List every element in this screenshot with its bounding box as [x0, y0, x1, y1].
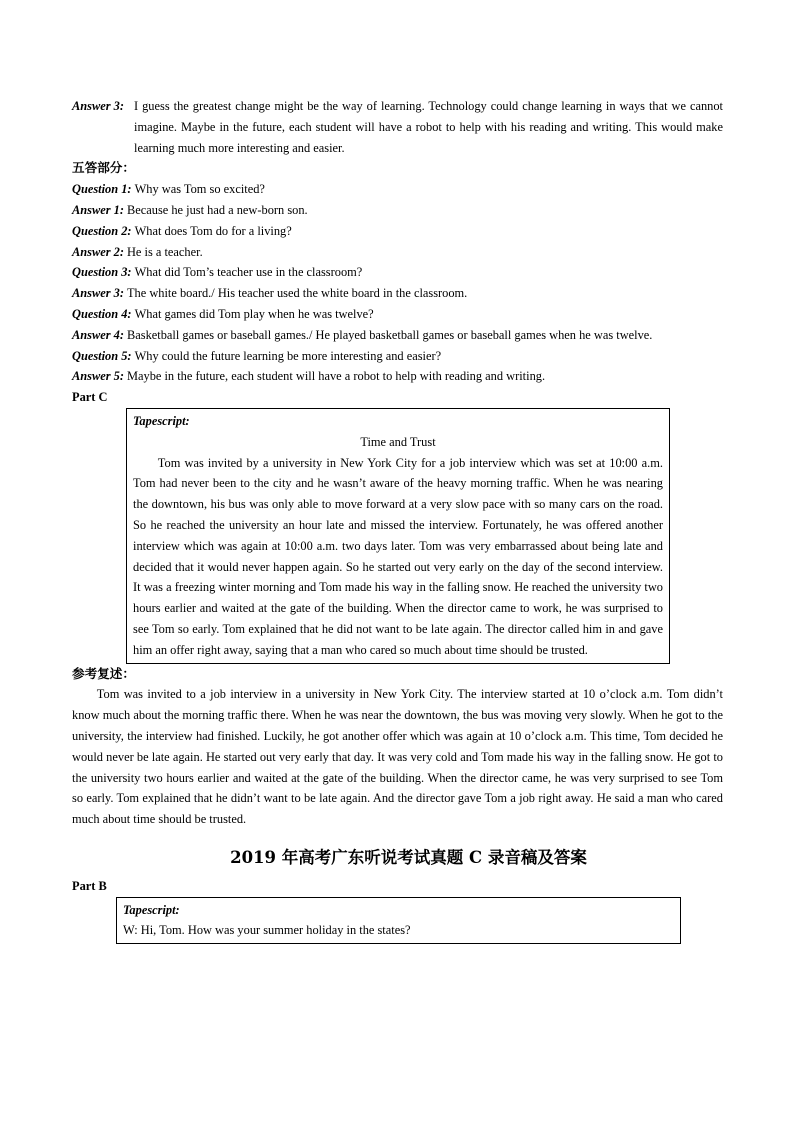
answer-3-block [72, 96, 723, 158]
tapescript-label: Tapescript: [133, 413, 190, 428]
qa-row [72, 304, 723, 325]
answer-row [72, 96, 723, 158]
qa-label: Question 4: [72, 306, 132, 321]
passage-body: Tom was invited by a university in New York City for a job interview which was set at 10:00 a.m. Tom had never been to the city and he wasn’t aware of the heavy morning traffic. When he was nearing the downtown, his bus was only able to move forward at a very slow pace with so many cars on the road. So he reached the university an hour late and missed the interview. Fortunately, he was offered another interview which was again at 10:00 a.m. two days later. Tom was very embarrassed about being late and decided that it would never happen again. So he started out very early on the day of the second interview. It was a freezing winter morning and Tom made his way in the falling snow. He reached the university two hours earlier and waited at the gate of the building. When the director came to work, he was surprised to see Tom so early. Tom explained that he did not want to be late again. The director called him in and gave him an offer right away, saying that a man who cared so much about time should be trusted. [133, 455, 663, 657]
qa-text: Why could the future learning be more interesting and easier? [134, 348, 442, 363]
qa-label: Question 3: [72, 265, 132, 280]
qa-list [72, 179, 723, 387]
qa-label: Answer 2: [72, 244, 124, 259]
part-b-tapescript-box [116, 897, 681, 945]
part-c-label: Part C [72, 390, 108, 405]
dialogue-line: W: Hi, Tom. How was your summer holiday in the states? [123, 923, 411, 938]
qa-row [72, 366, 723, 387]
section-title: 2019 年高考广东听说考试真题 C 录音稿及答案 [230, 847, 587, 867]
section5-heading: 五答部分： [72, 160, 135, 176]
qa-text: What games did Tom play when he was twelve? [134, 306, 374, 321]
qa-text: Because he just had a new-born son. [126, 202, 308, 217]
qa-text: Maybe in the future, each student will have a robot to help with reading and writing. [126, 369, 546, 384]
qa-row [72, 262, 723, 283]
qa-row [72, 179, 723, 200]
qa-row [72, 200, 723, 221]
qa-text: Why was Tom so excited? [134, 182, 265, 197]
qa-row [72, 221, 723, 242]
answer-text: I guess the greatest change might be the way of learning. Technology could change learning in ways that we cannot imagine. Maybe in the future, each student will have a robot to help with his reading and writing. This would make learning much more interesting and easier. [134, 99, 723, 155]
retell-heading: 参考复述： [72, 665, 135, 681]
passage-title: Time and Trust [360, 434, 436, 449]
qa-label: Question 2: [72, 223, 132, 238]
qa-row [72, 346, 723, 367]
qa-row [72, 242, 723, 263]
qa-text: What does Tom do for a living? [134, 223, 292, 238]
qa-label: Question 1: [72, 182, 132, 197]
qa-text: He is a teacher. [126, 244, 203, 259]
part-b-label: Part B [72, 878, 107, 893]
qa-label: Question 5: [72, 348, 132, 363]
qa-label: Answer 5: [72, 369, 124, 384]
document-page [72, 96, 723, 944]
qa-text: What did Tom’s teacher use in the classroom? [134, 265, 363, 280]
part-c-tapescript-box [126, 408, 670, 664]
qa-text: The white board./ His teacher used the white board in the classroom. [126, 286, 468, 301]
qa-row [72, 283, 723, 304]
answer-label: Answer 3: [72, 99, 124, 113]
qa-row [72, 325, 723, 346]
qa-label: Answer 3: [72, 286, 124, 301]
retell-text: Tom was invited to a job interview in a university in New York City. The interview started at 10 o’clock a.m. Tom didn’t know much about the morning traffic there. When he was near the downtown, the bus was moving very slowly. When he got to the university, the interview had finished. Luckily, he got another offer which was again at 10 o’clock a.m. This time, Tom decided he would never be late again. He started out very early that day. It was very cold and Tom made his way in the falling snow. He got to the university two hours earlier and waited at the gate of the building. When the director came, he was very surprised to see Tom so early. Tom explained that he didn’t want to be late again. And the director gave Tom a job right away. He said a man who cared much about time should be trusted. [72, 687, 723, 827]
tapescript-label: Tapescript: [123, 902, 180, 917]
qa-label: Answer 4: [72, 327, 124, 342]
qa-text: Basketball games or baseball games./ He played basketball games or baseball games when he was twelve. [126, 327, 653, 342]
qa-label: Answer 1: [72, 202, 124, 217]
